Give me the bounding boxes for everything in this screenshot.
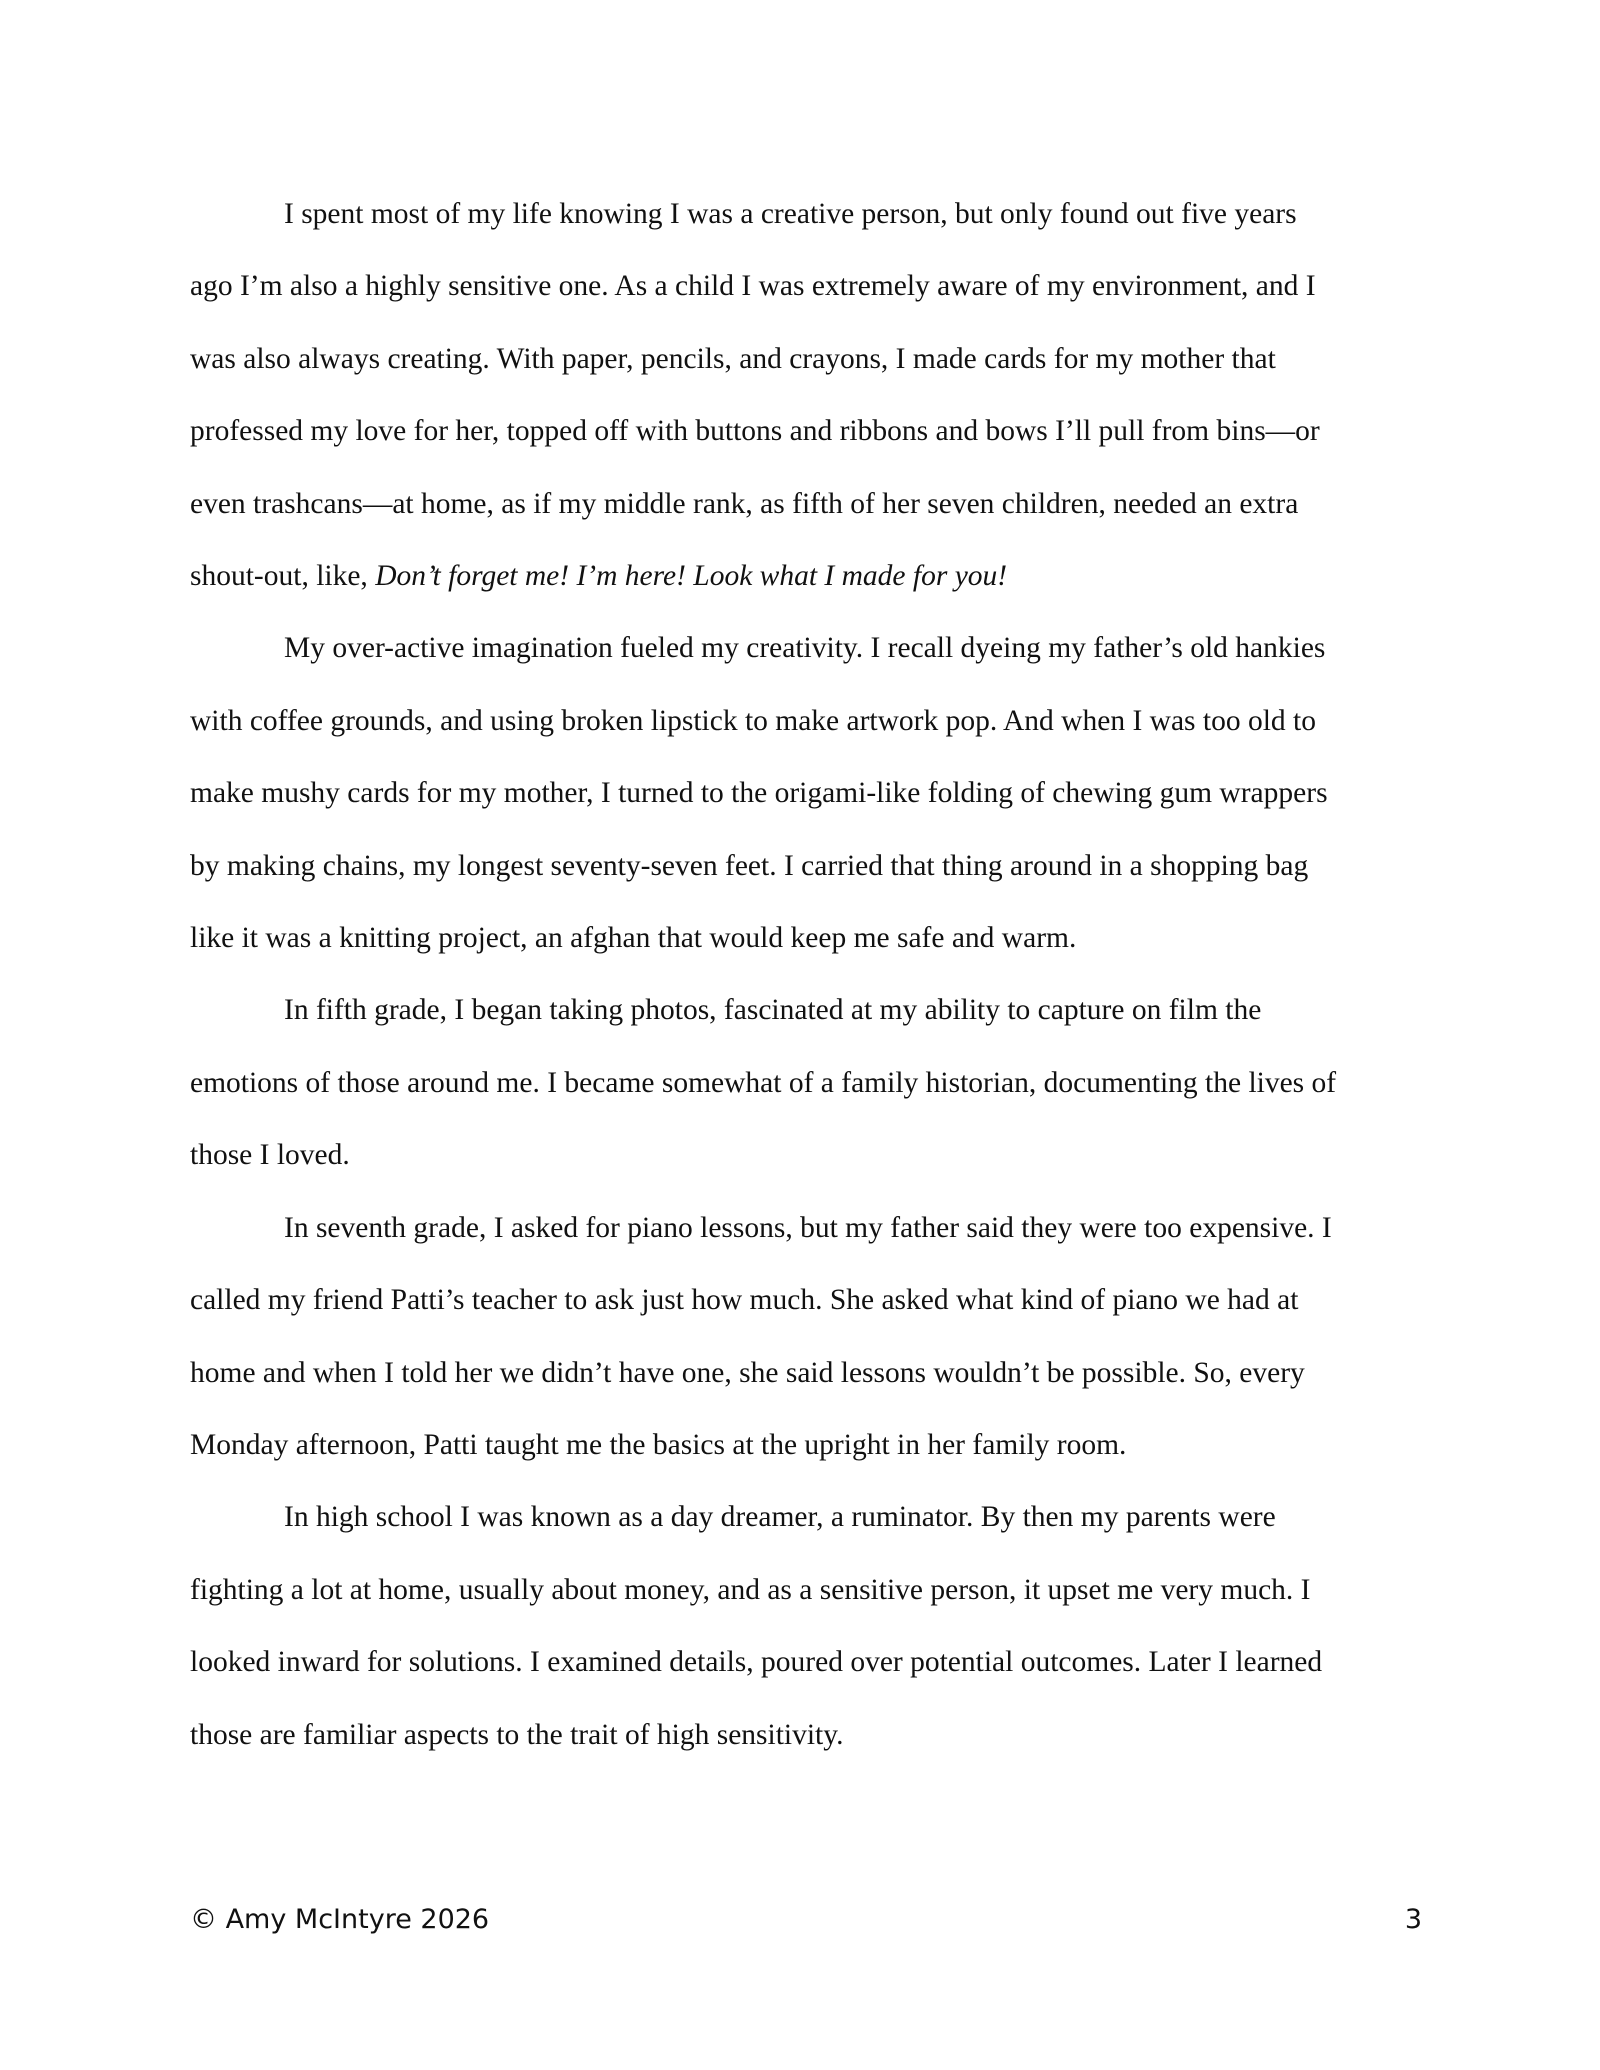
- text-line: In high school I was known as a day dreamer, a ruminator. By then my parents were: [284, 1501, 1276, 1534]
- paragraph-4: [190, 1192, 1422, 1482]
- text-line: home and when I told her we didn’t have one, she said lessons wouldn’t be possible. So, every: [190, 1356, 1305, 1389]
- paragraph-1: [190, 178, 1422, 612]
- text-line: looked inward for solutions. I examined details, poured over potential outcomes. Later I learned: [190, 1646, 1323, 1679]
- italic-quote: Don’t forget me! I’m here! Look what I made for you!: [375, 560, 1008, 593]
- text-line: Monday afternoon, Patti taught me the basics at the upright in her family room.: [190, 1428, 1127, 1461]
- text-line: I spent most of my life knowing I was a creative person, but only found out five years: [284, 198, 1297, 230]
- text-line: was also always creating. With paper, pencils, and crayons, I made cards for my mother that: [190, 342, 1276, 375]
- text-line: In seventh grade, I asked for piano lessons, but my father said they were too expensive. I: [284, 1211, 1332, 1244]
- text-line: make mushy cards for my mother, I turned to the origami-like folding of chewing gum wrappers: [190, 777, 1328, 810]
- text-line: ago I’m also a highly sensitive one. As a child I was extremely aware of my environment, and I: [190, 270, 1316, 303]
- text-line: My over-active imagination fueled my creativity. I recall dyeing my father’s old hankies: [284, 632, 1326, 665]
- page-number: 3: [1404, 1904, 1422, 1935]
- text-line: those I loved.: [190, 1139, 350, 1172]
- text-line: fighting a lot at home, usually about money, and as a sensitive person, it upset me very much. I: [190, 1573, 1311, 1606]
- copyright-notice: © Amy McIntyre 2026: [190, 1904, 490, 1935]
- body-text: [190, 178, 1422, 1771]
- text-line: called my friend Patti’s teacher to ask just how much. She asked what kind of piano we had at: [190, 1284, 1299, 1317]
- text-line: even trashcans—at home, as if my middle rank, as fifth of her seven children, needed an extra: [190, 487, 1299, 520]
- paragraph-5: [190, 1481, 1422, 1771]
- text-line: by making chains, my longest seventy-seven feet. I carried that thing around in a shopping bag: [190, 849, 1309, 882]
- text-line: those are familiar aspects to the trait of high sensitivity.: [190, 1718, 844, 1751]
- text-line: with coffee grounds, and using broken lipstick to make artwork pop. And when I was too old to: [190, 704, 1316, 737]
- text-line: like it was a knitting project, an afghan that would keep me safe and warm.: [190, 922, 1077, 955]
- paragraph-2: [190, 612, 1422, 974]
- text-line: professed my love for her, topped off with buttons and ribbons and bows I’ll pull from bins—or: [190, 415, 1320, 448]
- text-line: [190, 540, 1422, 612]
- text-line-prefix: shout-out, like,: [190, 560, 376, 593]
- paragraph-3: [190, 974, 1422, 1191]
- text-line: In fifth grade, I began taking photos, fascinated at my ability to capture on film the: [284, 994, 1262, 1027]
- text-line: emotions of those around me. I became somewhat of a family historian, documenting the lives of: [190, 1066, 1337, 1099]
